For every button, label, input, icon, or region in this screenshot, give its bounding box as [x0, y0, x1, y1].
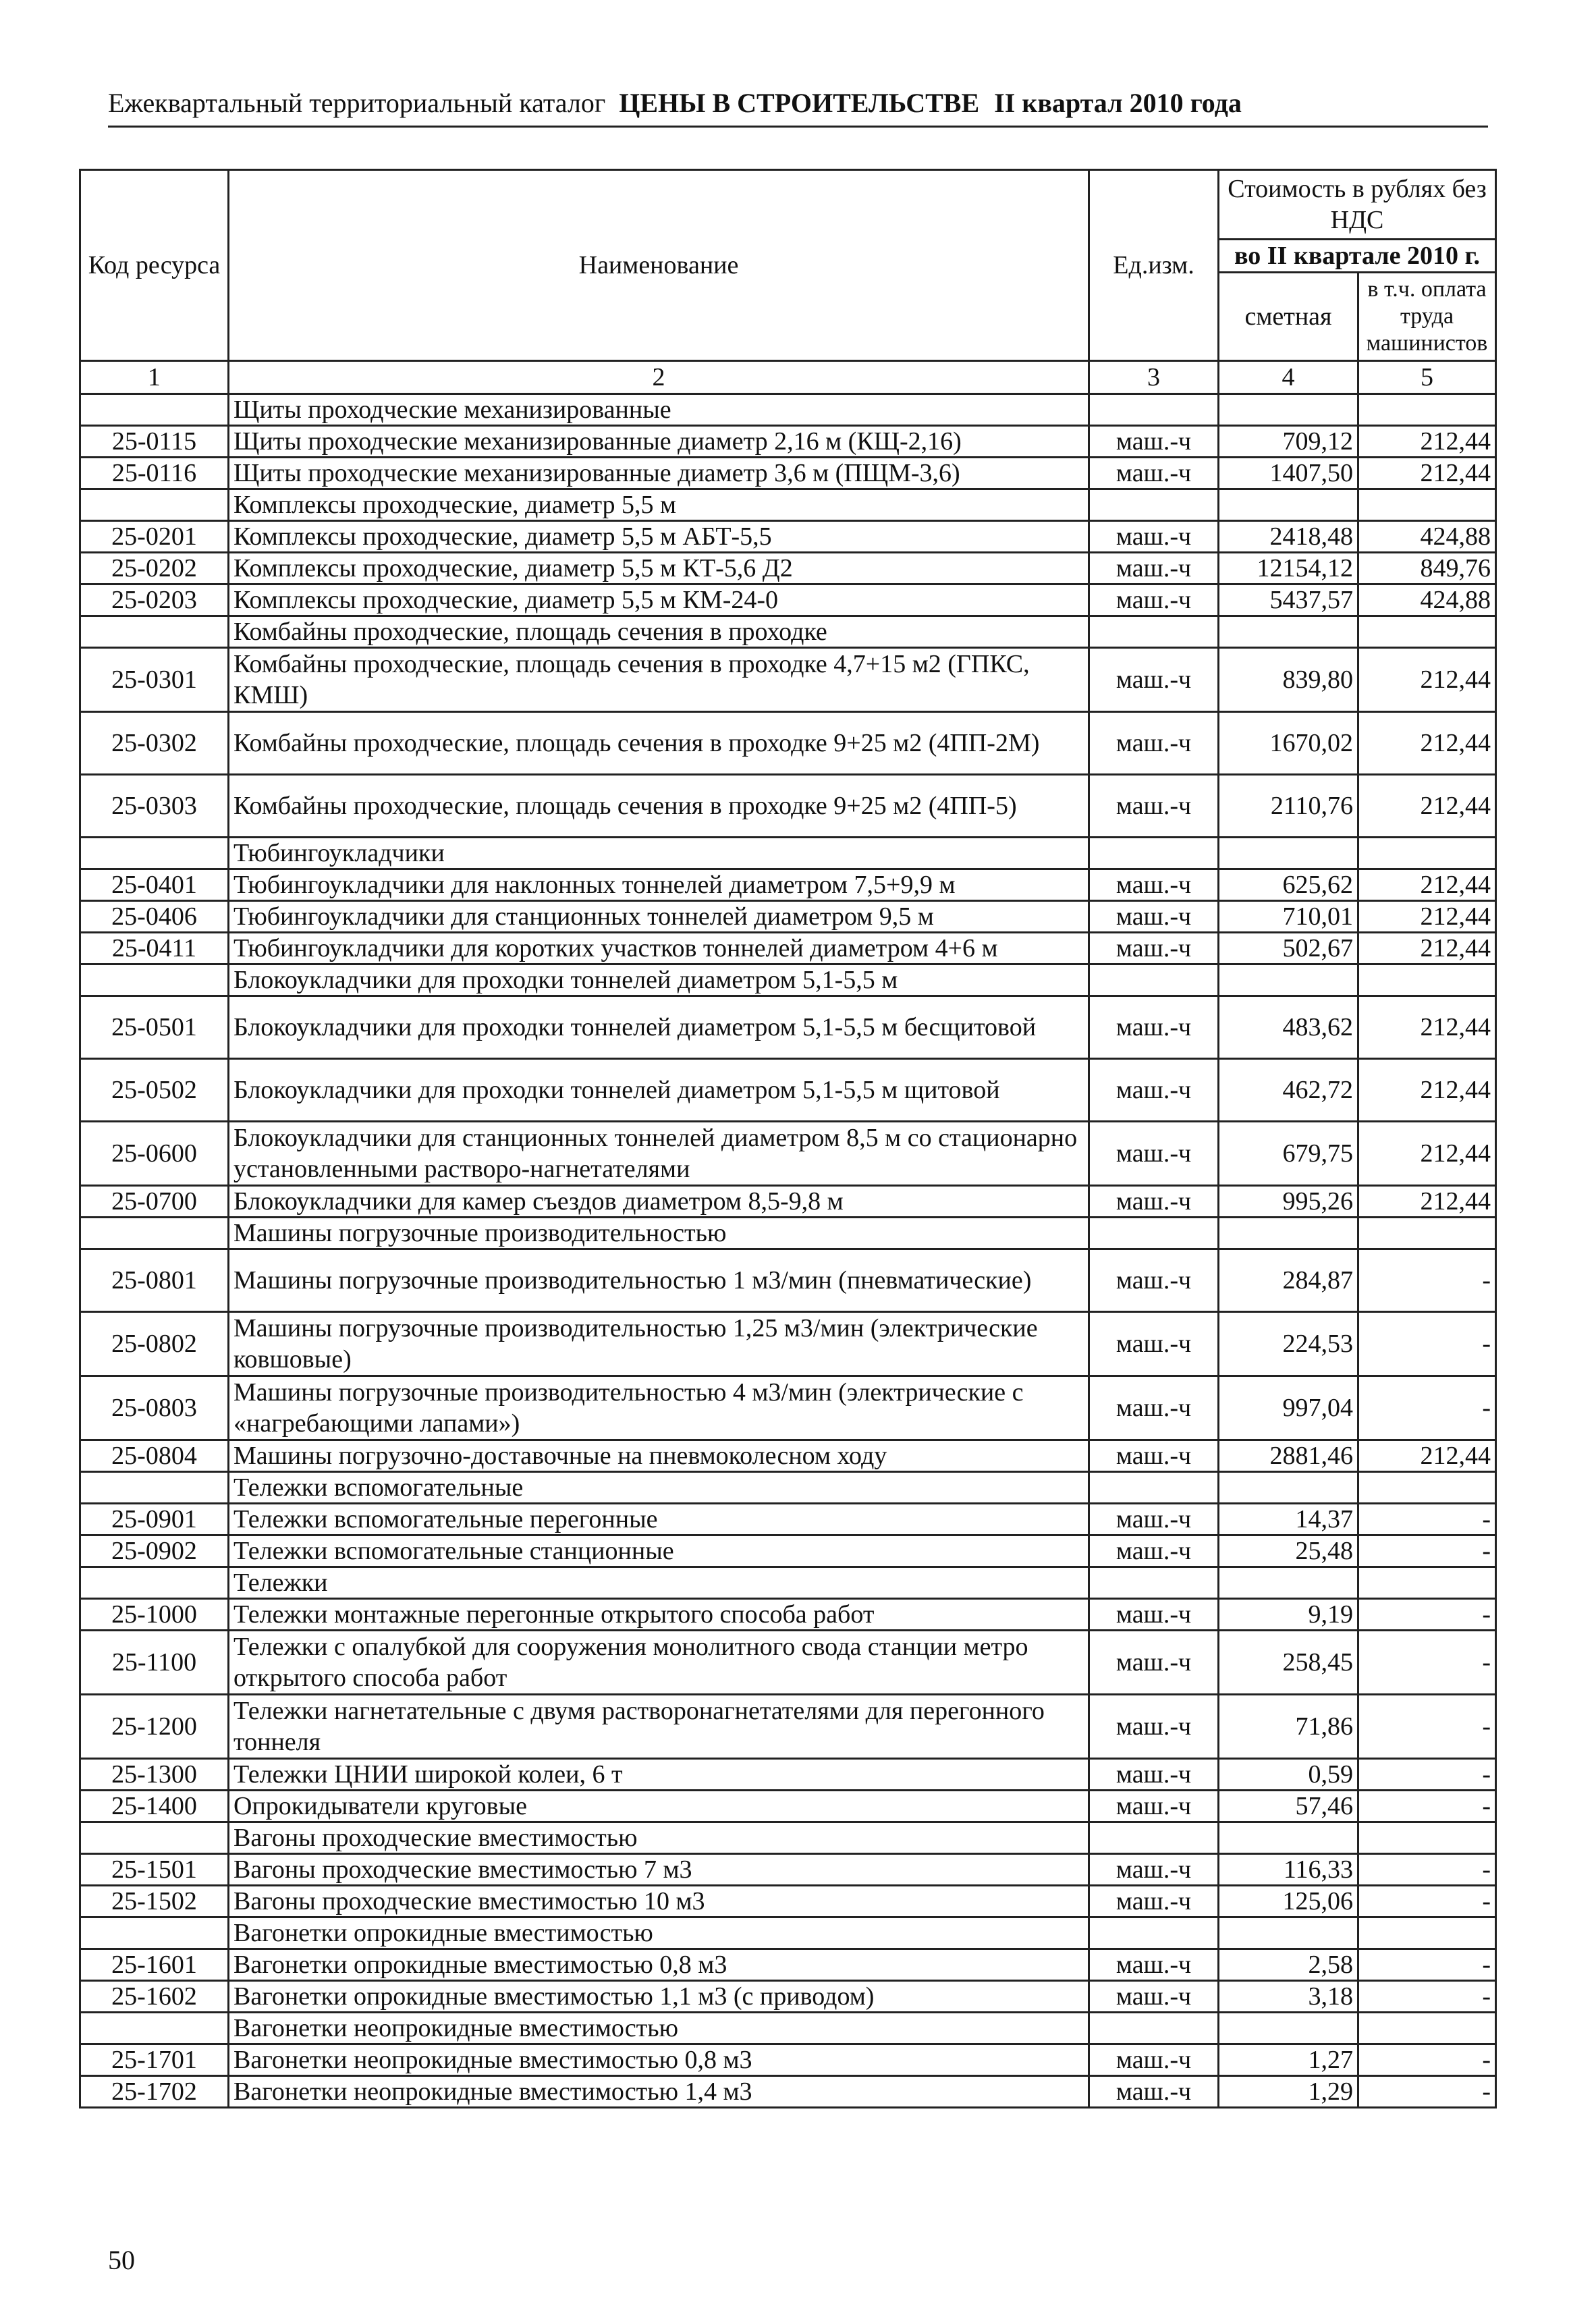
cell-unit	[1089, 2013, 1219, 2044]
cell-unit: маш.-ч	[1089, 1122, 1219, 1186]
cell-code: 25-0303	[80, 775, 229, 838]
cell-code: 25-0801	[80, 1249, 229, 1312]
cell-wage	[1358, 1472, 1496, 1504]
cell-wage: 212,44	[1358, 712, 1496, 775]
cell-unit: маш.-ч	[1089, 1759, 1219, 1791]
cell-name: Машины погрузочные производительностью 4 м3/мин (электрические с «нагребающими лапами»)	[229, 1376, 1089, 1440]
table-row	[80, 1949, 1496, 1981]
cell-name: Блокоукладчики для камер съездов диаметром 8,5-9,8 м	[229, 1186, 1089, 1218]
cell-wage: -	[1358, 1535, 1496, 1567]
cell-unit: маш.-ч	[1089, 1791, 1219, 1822]
cell-code: 25-1400	[80, 1791, 229, 1822]
cell-cost: 71,86	[1219, 1695, 1358, 1759]
cell-unit: маш.-ч	[1089, 1535, 1219, 1567]
cell-name: Щиты проходческие механизированные диаметр 3,6 м (ПЩМ-3,6)	[229, 458, 1089, 489]
cell-unit	[1089, 1917, 1219, 1949]
cell-name: Комбайны проходческие, площадь сечения в проходке 9+25 м2 (4ПП-2М)	[229, 712, 1089, 775]
cell-name: Комплексы проходческие, диаметр 5,5 м КМ-24-0	[229, 584, 1089, 616]
cell-name: Блокоукладчики для проходки тоннелей диаметром 5,1-5,5 м бесщитовой	[229, 996, 1089, 1059]
table-row	[80, 426, 1496, 458]
cell-code	[80, 1218, 229, 1249]
cell-cost: 2881,46	[1219, 1440, 1358, 1472]
cell-cost: 502,67	[1219, 933, 1358, 964]
cell-unit: маш.-ч	[1089, 901, 1219, 933]
cell-cost: 125,06	[1219, 1886, 1358, 1917]
cell-unit: маш.-ч	[1089, 553, 1219, 584]
cell-wage	[1358, 489, 1496, 521]
cell-wage	[1358, 964, 1496, 996]
cell-wage	[1358, 1567, 1496, 1599]
cell-unit: маш.-ч	[1089, 648, 1219, 712]
table-body	[80, 394, 1496, 2108]
header-period: во II квартале 2010 г.	[1219, 240, 1496, 273]
cell-wage: 212,44	[1358, 1440, 1496, 1472]
cell-wage: 212,44	[1358, 933, 1496, 964]
cell-code: 25-0302	[80, 712, 229, 775]
cell-wage	[1358, 394, 1496, 426]
table-row	[80, 933, 1496, 964]
cell-name: Вагоны проходческие вместимостью 7 м3	[229, 1854, 1089, 1886]
table-row	[80, 1886, 1496, 1917]
cell-code: 25-0401	[80, 869, 229, 901]
table-row	[80, 1312, 1496, 1376]
cell-unit	[1089, 489, 1219, 521]
cell-cost: 679,75	[1219, 1122, 1358, 1186]
cell-cost	[1219, 489, 1358, 521]
cell-cost: 2,58	[1219, 1949, 1358, 1981]
cell-name: Блокоукладчики для проходки тоннелей диаметром 5,1-5,5 м щитовой	[229, 1059, 1089, 1122]
cell-wage: 212,44	[1358, 1059, 1496, 1122]
cell-wage: 212,44	[1358, 458, 1496, 489]
cell-code: 25-0116	[80, 458, 229, 489]
page-header	[108, 86, 1488, 128]
column-number: 4	[1219, 361, 1358, 394]
cell-unit: маш.-ч	[1089, 2076, 1219, 2108]
cell-unit	[1089, 1567, 1219, 1599]
cell-unit: маш.-ч	[1089, 1695, 1219, 1759]
cell-name: Тележки монтажные перегонные открытого способа работ	[229, 1599, 1089, 1631]
cell-wage: 424,88	[1358, 584, 1496, 616]
cell-cost: 258,45	[1219, 1631, 1358, 1695]
cell-cost	[1219, 1218, 1358, 1249]
cell-name: Вагонетки неопрокидные вместимостью 0,8 м3	[229, 2044, 1089, 2076]
cell-cost: 2418,48	[1219, 521, 1358, 553]
cell-unit	[1089, 616, 1219, 648]
cell-name: Машины погрузочно-доставочные на пневмоколесном ходу	[229, 1440, 1089, 1472]
cell-unit: маш.-ч	[1089, 584, 1219, 616]
cell-wage	[1358, 2013, 1496, 2044]
cell-wage: 212,44	[1358, 996, 1496, 1059]
table-row	[80, 584, 1496, 616]
cell-unit: маш.-ч	[1089, 1376, 1219, 1440]
cell-code: 25-0902	[80, 1535, 229, 1567]
cell-name: Вагоны проходческие вместимостью	[229, 1822, 1089, 1854]
table-row	[80, 869, 1496, 901]
cell-name: Тележки вспомогательные станционные	[229, 1535, 1089, 1567]
cell-cost: 625,62	[1219, 869, 1358, 901]
cell-code	[80, 838, 229, 869]
cell-code: 25-1100	[80, 1631, 229, 1695]
cell-wage: -	[1358, 1631, 1496, 1695]
table-row	[80, 712, 1496, 775]
cell-wage: -	[1358, 1759, 1496, 1791]
section-row	[80, 1822, 1496, 1854]
page-number: 50	[108, 2245, 135, 2275]
cell-cost: 839,80	[1219, 648, 1358, 712]
cell-name: Тележки вспомогательные	[229, 1472, 1089, 1504]
table-row	[80, 2076, 1496, 2108]
cell-name: Вагонетки опрокидные вместимостью 1,1 м3 (с приводом)	[229, 1981, 1089, 2013]
cell-unit: маш.-ч	[1089, 775, 1219, 838]
section-row	[80, 2013, 1496, 2044]
cell-unit: маш.-ч	[1089, 1854, 1219, 1886]
table-row	[80, 1854, 1496, 1886]
cell-name: Блокоукладчики для проходки тоннелей диаметром 5,1-5,5 м	[229, 964, 1089, 996]
cell-wage: 212,44	[1358, 869, 1496, 901]
cell-name: Тележки ЦНИИ широкой колеи, 6 т	[229, 1759, 1089, 1791]
cell-unit: маш.-ч	[1089, 869, 1219, 901]
cell-wage: 212,44	[1358, 648, 1496, 712]
cell-name: Тележки с опалубкой для сооружения монолитного свода станции метро открытого способа работ	[229, 1631, 1089, 1695]
table-row	[80, 458, 1496, 489]
cell-wage: 424,88	[1358, 521, 1496, 553]
cell-code: 25-1701	[80, 2044, 229, 2076]
cell-cost: 224,53	[1219, 1312, 1358, 1376]
cell-unit: маш.-ч	[1089, 2044, 1219, 2076]
cell-wage: -	[1358, 1376, 1496, 1440]
cell-name: Комплексы проходческие, диаметр 5,5 м АБТ-5,5	[229, 521, 1089, 553]
header-cost-group: Стоимость в рублях без НДС	[1219, 170, 1496, 240]
cell-wage: 212,44	[1358, 426, 1496, 458]
cell-name: Тележки вспомогательные перегонные	[229, 1504, 1089, 1535]
header-wage: в т.ч. оплата труда машинистов	[1358, 273, 1496, 361]
table-row	[80, 1440, 1496, 1472]
cell-code: 25-0115	[80, 426, 229, 458]
column-number: 5	[1358, 361, 1496, 394]
table-row	[80, 521, 1496, 553]
cell-code	[80, 2013, 229, 2044]
cell-unit: маш.-ч	[1089, 1949, 1219, 1981]
cell-name: Комплексы проходческие, диаметр 5,5 м	[229, 489, 1089, 521]
cell-name: Комбайны проходческие, площадь сечения в проходке 9+25 м2 (4ПП-5)	[229, 775, 1089, 838]
table-row	[80, 996, 1496, 1059]
cell-name: Машины погрузочные производительностью 1 м3/мин (пневматические)	[229, 1249, 1089, 1312]
cell-unit	[1089, 838, 1219, 869]
cell-code: 25-0301	[80, 648, 229, 712]
cell-wage	[1358, 1917, 1496, 1949]
cell-unit: маш.-ч	[1089, 1981, 1219, 2013]
cell-name: Блокоукладчики для станционных тоннелей диаметром 8,5 м со стационарно установленными растворо-нагнетателями	[229, 1122, 1089, 1186]
cell-code: 25-0803	[80, 1376, 229, 1440]
cell-code	[80, 1822, 229, 1854]
cell-unit: маш.-ч	[1089, 1599, 1219, 1631]
price-table	[79, 169, 1497, 2108]
table-row	[80, 648, 1496, 712]
cell-code: 25-0203	[80, 584, 229, 616]
cell-unit: маш.-ч	[1089, 933, 1219, 964]
table-row	[80, 1122, 1496, 1186]
cell-wage: 212,44	[1358, 901, 1496, 933]
cell-wage: -	[1358, 2044, 1496, 2076]
cell-wage: -	[1358, 1981, 1496, 2013]
cell-cost: 710,01	[1219, 901, 1358, 933]
cell-code: 25-1602	[80, 1981, 229, 2013]
cell-cost	[1219, 1822, 1358, 1854]
cell-code: 25-0501	[80, 996, 229, 1059]
cell-cost: 995,26	[1219, 1186, 1358, 1218]
section-row	[80, 616, 1496, 648]
table-row	[80, 1631, 1496, 1695]
table-row	[80, 1599, 1496, 1631]
cell-cost: 14,37	[1219, 1504, 1358, 1535]
cell-cost: 116,33	[1219, 1854, 1358, 1886]
cell-code	[80, 489, 229, 521]
cell-code: 25-0901	[80, 1504, 229, 1535]
cell-cost: 1,27	[1219, 2044, 1358, 2076]
table-row	[80, 1186, 1496, 1218]
cell-name: Машины погрузочные производительностью	[229, 1218, 1089, 1249]
cell-unit: маш.-ч	[1089, 458, 1219, 489]
cell-cost	[1219, 1472, 1358, 1504]
section-row	[80, 838, 1496, 869]
cell-name: Опрокидыватели круговые	[229, 1791, 1089, 1822]
cell-wage: -	[1358, 1949, 1496, 1981]
catalog-prefix: Ежеквартальный территориальный каталог	[108, 88, 606, 118]
cell-wage: 212,44	[1358, 1122, 1496, 1186]
cell-unit: маш.-ч	[1089, 1631, 1219, 1695]
cell-name: Комбайны проходческие, площадь сечения в проходке	[229, 616, 1089, 648]
cell-wage	[1358, 838, 1496, 869]
cell-cost: 12154,12	[1219, 553, 1358, 584]
cell-wage: -	[1358, 1854, 1496, 1886]
cell-name: Комплексы проходческие, диаметр 5,5 м КТ-5,6 Д2	[229, 553, 1089, 584]
cell-wage: -	[1358, 1249, 1496, 1312]
table-row	[80, 2044, 1496, 2076]
cell-cost	[1219, 964, 1358, 996]
column-number: 2	[229, 361, 1089, 394]
table-row	[80, 1376, 1496, 1440]
table-row	[80, 1981, 1496, 2013]
catalog-period: II квартал 2010 года	[994, 88, 1242, 118]
section-row	[80, 1917, 1496, 1949]
cell-unit: маш.-ч	[1089, 1186, 1219, 1218]
cell-unit: маш.-ч	[1089, 1059, 1219, 1122]
cell-name: Тележки	[229, 1567, 1089, 1599]
cell-cost: 0,59	[1219, 1759, 1358, 1791]
cell-name: Вагонетки опрокидные вместимостью 0,8 м3	[229, 1949, 1089, 1981]
cell-code: 25-0804	[80, 1440, 229, 1472]
section-row	[80, 489, 1496, 521]
cell-name: Комбайны проходческие, площадь сечения в проходке 4,7+15 м2 (ГПКС, КМШ)	[229, 648, 1089, 712]
cell-cost: 462,72	[1219, 1059, 1358, 1122]
cell-code: 25-1000	[80, 1599, 229, 1631]
cell-cost: 284,87	[1219, 1249, 1358, 1312]
cell-name: Тюбингоукладчики для наклонных тоннелей диаметром 7,5+9,9 м	[229, 869, 1089, 901]
header-code: Код ресурса	[80, 170, 229, 361]
cell-unit	[1089, 1822, 1219, 1854]
cell-wage: -	[1358, 1504, 1496, 1535]
cell-code: 25-0600	[80, 1122, 229, 1186]
cell-unit: маш.-ч	[1089, 1249, 1219, 1312]
cell-code: 25-0201	[80, 521, 229, 553]
cell-unit	[1089, 1218, 1219, 1249]
cell-unit: маш.-ч	[1089, 1440, 1219, 1472]
cell-code: 25-0802	[80, 1312, 229, 1376]
cell-name: Щиты проходческие механизированные диаметр 2,16 м (КЩ-2,16)	[229, 426, 1089, 458]
cell-cost: 1670,02	[1219, 712, 1358, 775]
cell-code: 25-1502	[80, 1886, 229, 1917]
cell-unit: маш.-ч	[1089, 1504, 1219, 1535]
cell-cost: 997,04	[1219, 1376, 1358, 1440]
cell-unit: маш.-ч	[1089, 996, 1219, 1059]
cell-cost	[1219, 838, 1358, 869]
cell-cost: 709,12	[1219, 426, 1358, 458]
cell-code: 25-1300	[80, 1759, 229, 1791]
header-name: Наименование	[229, 170, 1089, 361]
section-row	[80, 1567, 1496, 1599]
cell-cost: 25,48	[1219, 1535, 1358, 1567]
cell-unit: маш.-ч	[1089, 521, 1219, 553]
cell-wage: -	[1358, 1791, 1496, 1822]
table-row	[80, 1504, 1496, 1535]
table-row	[80, 901, 1496, 933]
header-cost: сметная	[1219, 273, 1358, 361]
cell-wage: -	[1358, 1886, 1496, 1917]
cell-unit	[1089, 964, 1219, 996]
cell-wage	[1358, 1822, 1496, 1854]
column-number: 3	[1089, 361, 1219, 394]
cell-name: Вагонетки опрокидные вместимостью	[229, 1917, 1089, 1949]
cell-unit: маш.-ч	[1089, 712, 1219, 775]
cell-unit	[1089, 394, 1219, 426]
cell-wage	[1358, 1218, 1496, 1249]
cell-code: 25-1702	[80, 2076, 229, 2108]
cell-cost	[1219, 1567, 1358, 1599]
cell-wage: 212,44	[1358, 775, 1496, 838]
table-row	[80, 1791, 1496, 1822]
section-row	[80, 394, 1496, 426]
cell-code	[80, 1567, 229, 1599]
cell-code	[80, 616, 229, 648]
cell-code: 25-0202	[80, 553, 229, 584]
cell-code: 25-1501	[80, 1854, 229, 1886]
section-row	[80, 1472, 1496, 1504]
cell-unit: маш.-ч	[1089, 1312, 1219, 1376]
cell-code: 25-0406	[80, 901, 229, 933]
table-row	[80, 1695, 1496, 1759]
cell-name: Тележки нагнетательные с двумя растворонагнетателями для перегонного тоннеля	[229, 1695, 1089, 1759]
catalog-title: ЦЕНЫ В СТРОИТЕЛЬСТВЕ	[619, 88, 980, 118]
cell-wage: 849,76	[1358, 553, 1496, 584]
cell-cost	[1219, 1917, 1358, 1949]
cell-unit: маш.-ч	[1089, 1886, 1219, 1917]
cell-cost: 1407,50	[1219, 458, 1358, 489]
cell-cost: 2110,76	[1219, 775, 1358, 838]
cell-cost: 5437,57	[1219, 584, 1358, 616]
cell-name: Щиты проходческие механизированные	[229, 394, 1089, 426]
cell-wage	[1358, 616, 1496, 648]
cell-cost	[1219, 616, 1358, 648]
cell-unit	[1089, 1472, 1219, 1504]
cell-name: Вагонетки неопрокидные вместимостью	[229, 2013, 1089, 2044]
cell-cost: 3,18	[1219, 1981, 1358, 2013]
cell-name: Тюбингоукладчики для коротких участков тоннелей диаметром 4+6 м	[229, 933, 1089, 964]
cell-wage: -	[1358, 1695, 1496, 1759]
cell-cost: 1,29	[1219, 2076, 1358, 2108]
table-row	[80, 1535, 1496, 1567]
cell-name: Вагоны проходческие вместимостью 10 м3	[229, 1886, 1089, 1917]
cell-unit: маш.-ч	[1089, 426, 1219, 458]
cell-code: 25-0502	[80, 1059, 229, 1122]
section-row	[80, 1218, 1496, 1249]
cell-wage: -	[1358, 1599, 1496, 1631]
cell-code: 25-0700	[80, 1186, 229, 1218]
cell-cost: 483,62	[1219, 996, 1358, 1059]
cell-name: Тюбингоукладчики	[229, 838, 1089, 869]
cell-cost	[1219, 2013, 1358, 2044]
cell-name: Вагонетки неопрокидные вместимостью 1,4 м3	[229, 2076, 1089, 2108]
cell-code	[80, 1472, 229, 1504]
column-number: 1	[80, 361, 229, 394]
cell-wage: 212,44	[1358, 1186, 1496, 1218]
cell-code: 25-1601	[80, 1949, 229, 1981]
cell-code: 25-1200	[80, 1695, 229, 1759]
cell-code	[80, 964, 229, 996]
cell-code	[80, 394, 229, 426]
table-row	[80, 1059, 1496, 1122]
cell-wage: -	[1358, 2076, 1496, 2108]
table-row	[80, 775, 1496, 838]
table-row	[80, 1249, 1496, 1312]
cell-code: 25-0411	[80, 933, 229, 964]
cell-name: Тюбингоукладчики для станционных тоннелей диаметром 9,5 м	[229, 901, 1089, 933]
cell-code	[80, 1917, 229, 1949]
table-row	[80, 1759, 1496, 1791]
cell-name: Машины погрузочные производительностью 1,25 м3/мин (электрические ковшовые)	[229, 1312, 1089, 1376]
cell-cost	[1219, 394, 1358, 426]
cell-wage: -	[1358, 1312, 1496, 1376]
cell-cost: 57,46	[1219, 1791, 1358, 1822]
table-row	[80, 553, 1496, 584]
cell-cost: 9,19	[1219, 1599, 1358, 1631]
header-unit: Ед.изм.	[1089, 170, 1219, 361]
section-row	[80, 964, 1496, 996]
